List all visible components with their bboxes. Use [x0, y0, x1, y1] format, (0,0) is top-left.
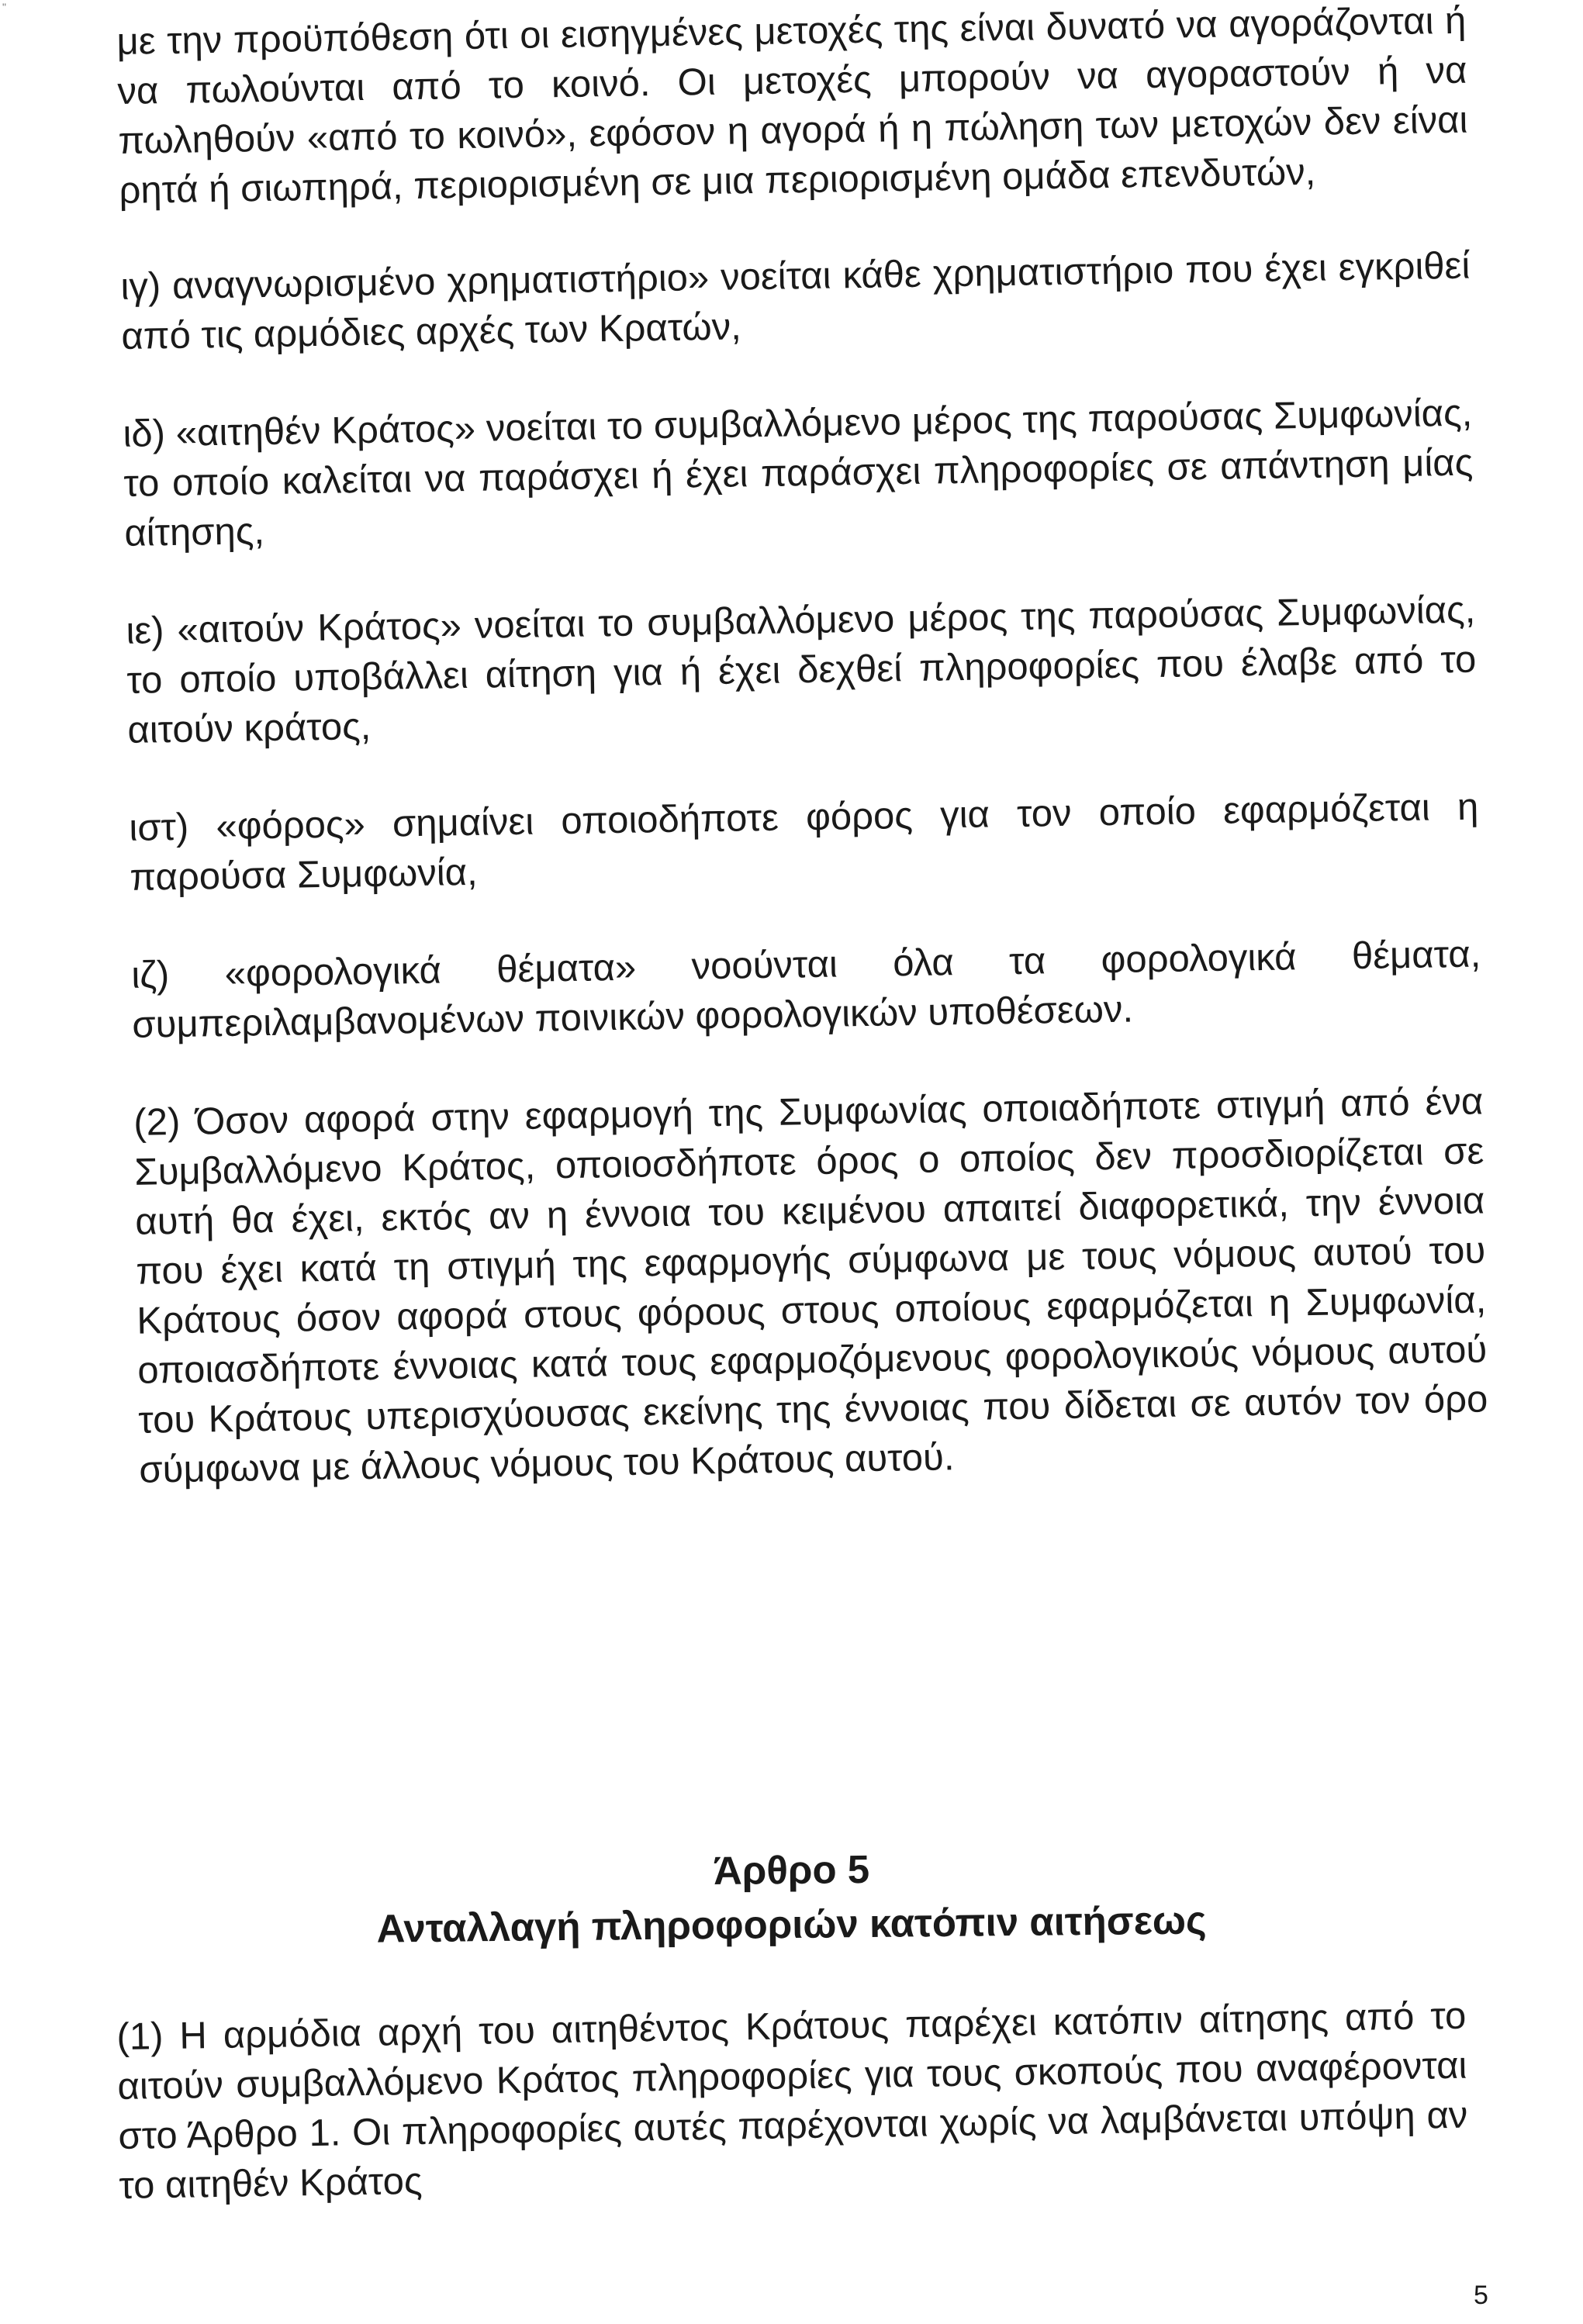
- definitions-section: [116, 0, 1490, 1543]
- article-title-heading: Ανταλλαγή πληροφοριών κατόπιν αιτήσεως: [376, 1898, 1207, 1951]
- article-body: [116, 1991, 1470, 2259]
- paragraph-requesting-state: ιε) «αιτούν Κράτος» νοείται το συμβαλλόμενο μέρος της παρούσας Συμφωνίας, το οποίο υποβάλλει αίτηση για ή έχει δεχθεί πληροφορίες που έλαβε από το αιτούν κράτος,: [126, 589, 1477, 751]
- paragraph-tax-matters: ιζ) «φορολογικά θέματα» νοούνται όλα τα φορολογικά θέματα, συμπεριλαμβανομένων ποινικών φορολογικών υποθέσεων.: [130, 933, 1481, 1046]
- paragraph-requested-state: ιδ) «αιτηθέν Κράτος» νοείται το συμβαλλόμενο μέρος της παρούσας Συμφωνίας, το οποίο καλείται να παράσχει ή έχει παράσχει πληροφορίες σε απάντηση μίας αίτησης,: [123, 392, 1474, 554]
- article-number-heading: Άρθρο 5: [713, 1846, 870, 1894]
- page-number: 5: [1474, 2281, 1488, 2310]
- paragraph-recognised-exchange: ιγ) αναγνωρισμένο χρηματιστήριο» νοείται κάθε χρηματιστήριο που έχει εγκριθεί από τις αρμόδιες αρχές των Κρατών,: [120, 244, 1471, 357]
- paragraph-interpretation: (2) Όσον αφορά στην εφαρμογή της Συμφωνίας οποιαδήποτε στιγμή από ένα Συμβαλλόμενο Κράτος, οποιοσδήποτε όρος ο οποίος δεν προσδιορίζεται σε αυτή θα έχει, εκτός αν η έννοια του κειμένου απαιτεί διαφορετικά, την έννοια που έχει κατά τη στιγμή της εφαρμογής σύμφωνα με τους νόμους αυτού του Κράτους όσον αφορά στους φόρους στους οποίους εφαρμόζεται η Συμφωνία, οποιασδήποτε έννοιας κατά τους εφαρμοζόμενους φορολογικούς νόμους αυτού του Κράτους υπερισχύουσας εκείνης της έννοιας που δίδεται σε αυτόν τον όρο σύμφωνα με άλλους νόμους του Κράτους αυτού.: [133, 1080, 1488, 1491]
- paragraph-article-5-1: (1) Η αρμόδια αρχή του αιτηθέντος Κράτους παρέχει κατόπιν αίτησης από το αιτούν συμβαλλόμενο Κράτος πληροφορίες για τους σκοπούς που αναφέρονται στο Άρθρο 1. Οι πληροφορίες αυτές παρέχονται χωρίς να λαμβάνεται υπόψη αν το αιτηθέν Κράτος: [116, 1994, 1468, 2207]
- paragraph-tax: ιστ) «φόρος» σημαίνει οποιοδήποτε φόρος για τον οποίο εφαρμόζεται η παρούσα Συμφωνία,: [129, 786, 1479, 899]
- paragraph-shares-public: με την προϋπόθεση ότι οι εισηγμένες μετοχές της είναι δυνατό να αγοράζονται ή να πωλούνται από το κοινό. Οι μετοχές μπορούν να αγοραστούν ή να πωληθούν «από το κοινό», εφόσον η αγορά ή η πώληση των μετοχών δεν είναι ρητά ή σιωπηρά, περιορισμένη σε μια περιορισμένη ομάδα επενδυτών,: [116, 0, 1468, 212]
- scan-corner-mark: ": [2, 1, 6, 13]
